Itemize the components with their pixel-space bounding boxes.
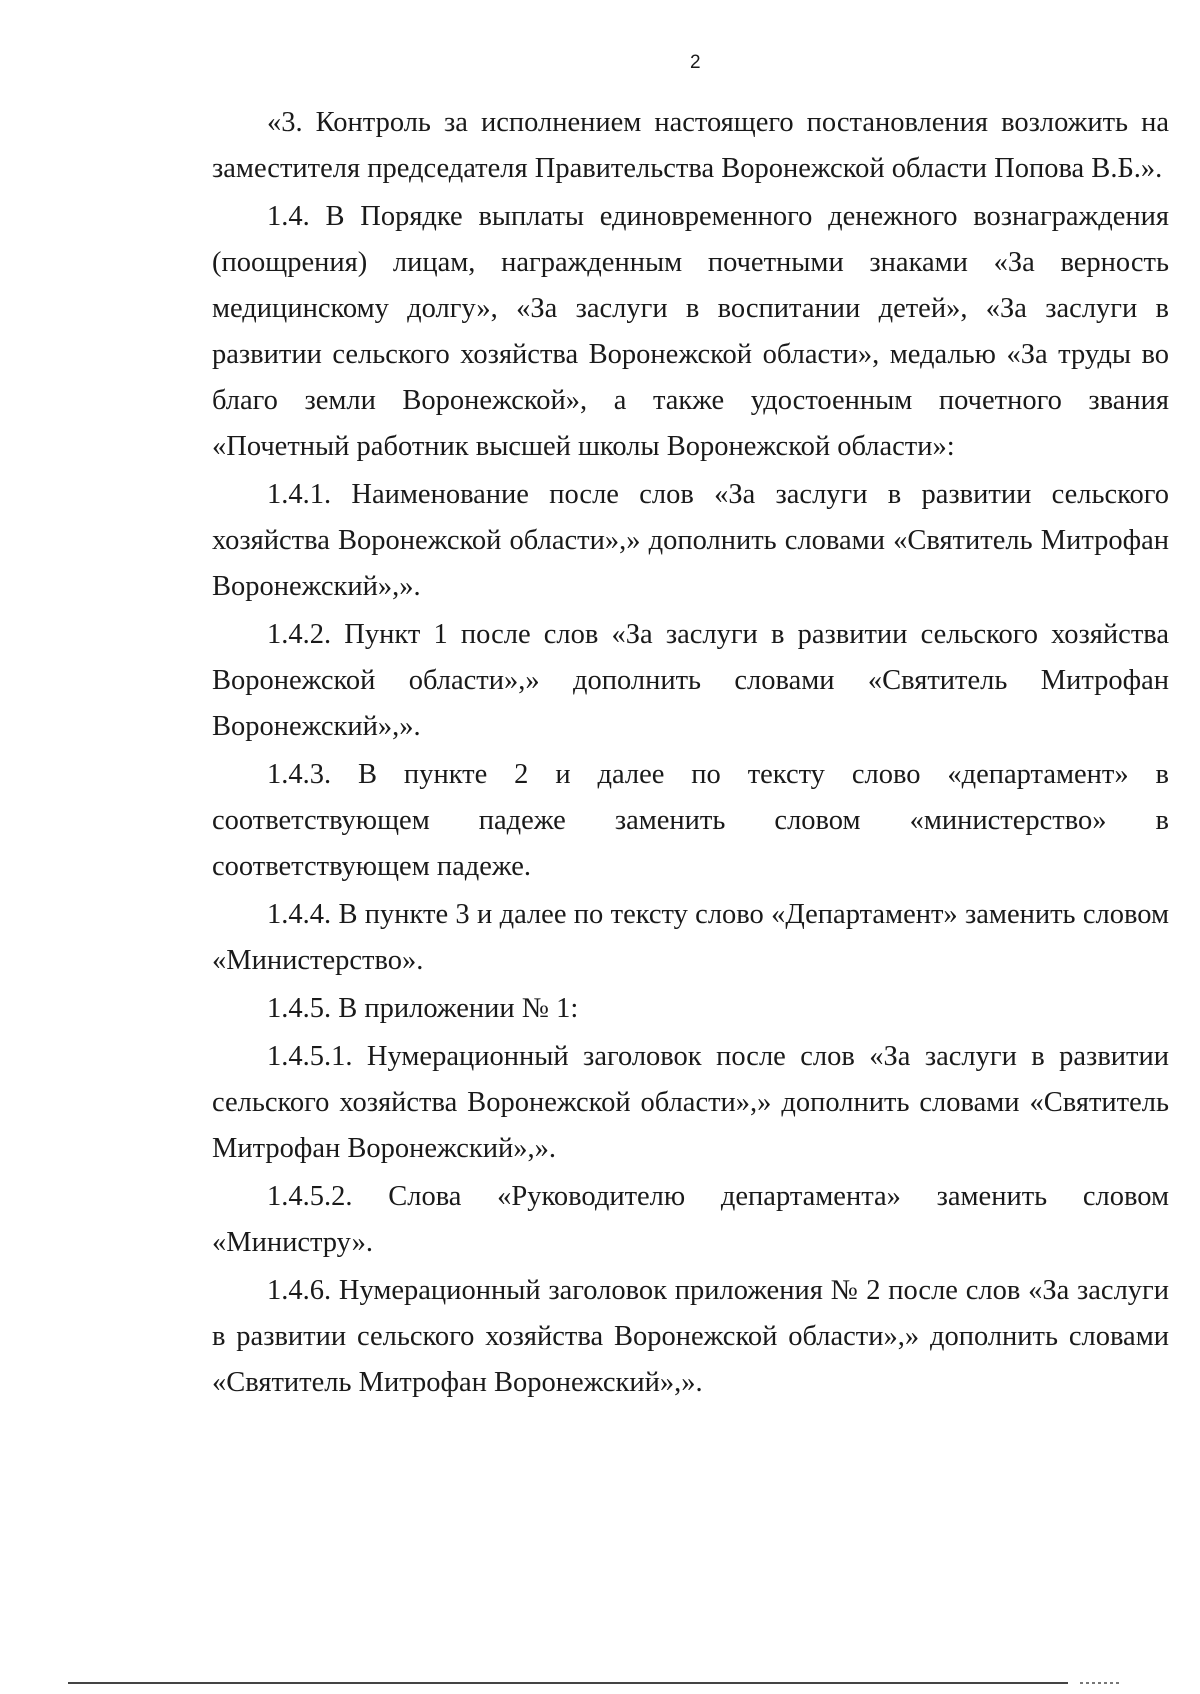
page-number: 2 — [690, 52, 701, 73]
paragraph-1-4-3: 1.4.3. В пункте 2 и далее по тексту слово «департамент» в соответствующем падеже заменить словом «министерство» в соответствующем падеже. — [212, 759, 1169, 882]
bottom-scan-edge-line — [68, 1682, 1068, 1684]
paragraph-control-clause: «3. Контроль за исполнением настоящего постановления возложить на заместителя председателя Правительства Воронежской области Попова В.Б.». — [212, 107, 1169, 184]
paragraph-1-4-6: 1.4.6. Нумерационный заголовок приложения № 2 после слов «За заслуги в развитии сельского хозяйства Воронежской области»,» дополнить словами «Святитель Митрофан Воронежский»,». — [212, 1275, 1169, 1398]
paragraph-1-4-2: 1.4.2. Пункт 1 после слов «За заслуги в развитии сельского хозяйства Воронежской области»,» дополнить словами «Святитель Митрофан Воронежский»,». — [212, 619, 1169, 742]
paragraph-1-4-5: 1.4.5. В приложении № 1: — [267, 993, 579, 1024]
paragraph-1-4-4: 1.4.4. В пункте 3 и далее по тексту слово «Департамент» заменить словом «Министерство». — [212, 899, 1169, 976]
paragraph-1-4-5-2: 1.4.5.2. Слова «Руководителю департамента» заменить словом «Министру». — [212, 1181, 1169, 1258]
document-body — [212, 100, 1169, 1408]
paragraph-1-4-5-1: 1.4.5.1. Нумерационный заголовок после слов «За заслуги в развитии сельского хозяйства Воронежской области»,» дополнить словами «Святитель Митрофан Воронежский»,». — [212, 1041, 1169, 1164]
paragraph-1-4-1: 1.4.1. Наименование после слов «За заслуги в развитии сельского хозяйства Воронежской области»,» дополнить словами «Святитель Митрофан Воронежский»,». — [212, 479, 1169, 602]
bottom-scan-edge-dots — [1080, 1682, 1120, 1684]
paragraph-1-4: 1.4. В Порядке выплаты единовременного денежного вознаграждения (поощрения) лицам, награжденным почетными знаками «За верность медицинскому долгу», «За заслуги в воспитании детей», «За заслуги в развитии сельского хозяйства Воронежской области», медалью «За труды во благо земли Воронежской», а также удостоенным почетного звания «Почетный работник высшей школы Воронежской области»: — [212, 201, 1169, 462]
